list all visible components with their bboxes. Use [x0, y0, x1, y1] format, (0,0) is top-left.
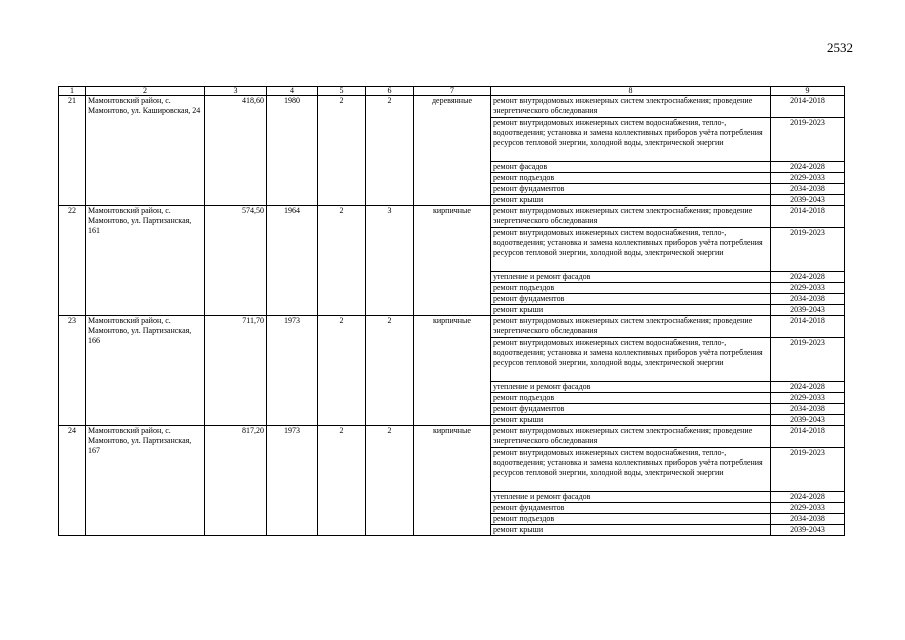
wall-material: кирпичные [414, 316, 491, 426]
object-floors: 2 [318, 316, 366, 426]
wall-material: кирпичные [414, 206, 491, 316]
repair-work: ремонт подъездов [491, 514, 771, 525]
object-address: Мамонтовский район, с. Мамонтово, ул. Кашировская, 24 [86, 96, 205, 206]
object-floors: 2 [318, 206, 366, 316]
repair-period: 2019-2023 [771, 118, 845, 162]
repair-work: ремонт фундаментов [491, 294, 771, 305]
column-header: 3 [205, 87, 267, 96]
repair-work: ремонт подъездов [491, 283, 771, 294]
table-row [59, 316, 845, 338]
repair-period: 2014-2018 [771, 316, 845, 338]
repair-period: 2034-2038 [771, 294, 845, 305]
object-floors: 2 [318, 96, 366, 206]
object-address: Мамонтовский район, с. Мамонтово, ул. Партизанская, 167 [86, 426, 205, 536]
repair-work: ремонт внутридомовых инженерных систем электроснабжения; проведение энергетического обследования [491, 206, 771, 228]
repair-work: ремонт внутридомовых инженерных систем электроснабжения; проведение энергетического обследования [491, 96, 771, 118]
repair-work: ремонт фундаментов [491, 184, 771, 195]
column-header: 2 [86, 87, 205, 96]
repair-work: ремонт крыши [491, 415, 771, 426]
object-entrances: 3 [366, 206, 414, 316]
repair-period: 2029-2033 [771, 283, 845, 294]
object-year: 1980 [267, 96, 318, 206]
table-body [59, 96, 845, 536]
column-header: 5 [318, 87, 366, 96]
repair-period: 2014-2018 [771, 426, 845, 448]
repair-work: ремонт внутридомовых инженерных систем водоснабжения, тепло-, водоотведения; установка и замена коллективных приборов учёта потребления ресурсов тепловой энергии, холодной воды, электрической энергии [491, 118, 771, 162]
wall-material: деревянные [414, 96, 491, 206]
repair-work: ремонт фундаментов [491, 503, 771, 514]
repair-period: 2034-2038 [771, 514, 845, 525]
repair-work: ремонт внутридомовых инженерных систем водоснабжения, тепло-, водоотведения; установка и замена коллективных приборов учёта потребления ресурсов тепловой энергии, холодной воды, электрической энергии [491, 338, 771, 382]
repair-work: ремонт крыши [491, 195, 771, 206]
wall-material: кирпичные [414, 426, 491, 536]
repair-work: ремонт внутридомовых инженерных систем электроснабжения; проведение энергетического обследования [491, 316, 771, 338]
repair-period: 2034-2038 [771, 184, 845, 195]
repair-work: ремонт внутридомовых инженерных систем электроснабжения; проведение энергетического обследования [491, 426, 771, 448]
repair-work: ремонт подъездов [491, 173, 771, 184]
object-area: 817,20 [205, 426, 267, 536]
object-entrances: 2 [366, 426, 414, 536]
repair-period: 2029-2033 [771, 503, 845, 514]
column-header: 8 [491, 87, 771, 96]
repair-period: 2014-2018 [771, 206, 845, 228]
repair-period: 2039-2043 [771, 195, 845, 206]
repair-period: 2029-2033 [771, 173, 845, 184]
column-header: 9 [771, 87, 845, 96]
repair-work: утепление и ремонт фасадов [491, 382, 771, 393]
repair-period: 2024-2028 [771, 492, 845, 503]
table-row [59, 426, 845, 448]
column-number-row [59, 87, 845, 96]
repair-work: ремонт фасадов [491, 162, 771, 173]
object-number: 24 [59, 426, 86, 536]
repair-period: 2019-2023 [771, 228, 845, 272]
table-row [59, 96, 845, 118]
repair-period: 2019-2023 [771, 338, 845, 382]
repair-work: ремонт фундаментов [491, 404, 771, 415]
repair-work: утепление и ремонт фасадов [491, 272, 771, 283]
repair-work: ремонт крыши [491, 305, 771, 316]
repair-period: 2024-2028 [771, 382, 845, 393]
repair-period: 2039-2043 [771, 525, 845, 536]
object-number: 23 [59, 316, 86, 426]
column-header: 1 [59, 87, 86, 96]
object-entrances: 2 [366, 96, 414, 206]
repair-period: 2039-2043 [771, 415, 845, 426]
object-entrances: 2 [366, 316, 414, 426]
repair-schedule-table [58, 86, 845, 536]
repair-work: ремонт крыши [491, 525, 771, 536]
repair-work: ремонт подъездов [491, 393, 771, 404]
page-number: 2532 [827, 40, 853, 55]
object-area: 574,50 [205, 206, 267, 316]
object-number: 22 [59, 206, 86, 316]
table-row [59, 206, 845, 228]
object-address: Мамонтовский район, с. Мамонтово, ул. Партизанская, 161 [86, 206, 205, 316]
repair-period: 2029-2033 [771, 393, 845, 404]
object-address: Мамонтовский район, с. Мамонтово, ул. Партизанская, 166 [86, 316, 205, 426]
repair-period: 2019-2023 [771, 448, 845, 492]
repair-period: 2024-2028 [771, 162, 845, 173]
repair-period: 2039-2043 [771, 305, 845, 316]
column-header: 7 [414, 87, 491, 96]
repair-period: 2024-2028 [771, 272, 845, 283]
object-number: 21 [59, 96, 86, 206]
repair-work: ремонт внутридомовых инженерных систем водоснабжения, тепло-, водоотведения; установка и замена коллективных приборов учёта потребления ресурсов тепловой энергии, холодной воды, электрической энергии [491, 448, 771, 492]
object-area: 418,60 [205, 96, 267, 206]
repair-work: ремонт внутридомовых инженерных систем водоснабжения, тепло-, водоотведения; установка и замена коллективных приборов учёта потребления ресурсов тепловой энергии, холодной воды, электрической энергии [491, 228, 771, 272]
object-year: 1964 [267, 206, 318, 316]
repair-period: 2014-2018 [771, 96, 845, 118]
repair-period: 2034-2038 [771, 404, 845, 415]
repair-work: утепление и ремонт фасадов [491, 492, 771, 503]
object-year: 1973 [267, 426, 318, 536]
column-header: 6 [366, 87, 414, 96]
object-floors: 2 [318, 426, 366, 536]
object-year: 1973 [267, 316, 318, 426]
object-area: 711,70 [205, 316, 267, 426]
column-header: 4 [267, 87, 318, 96]
